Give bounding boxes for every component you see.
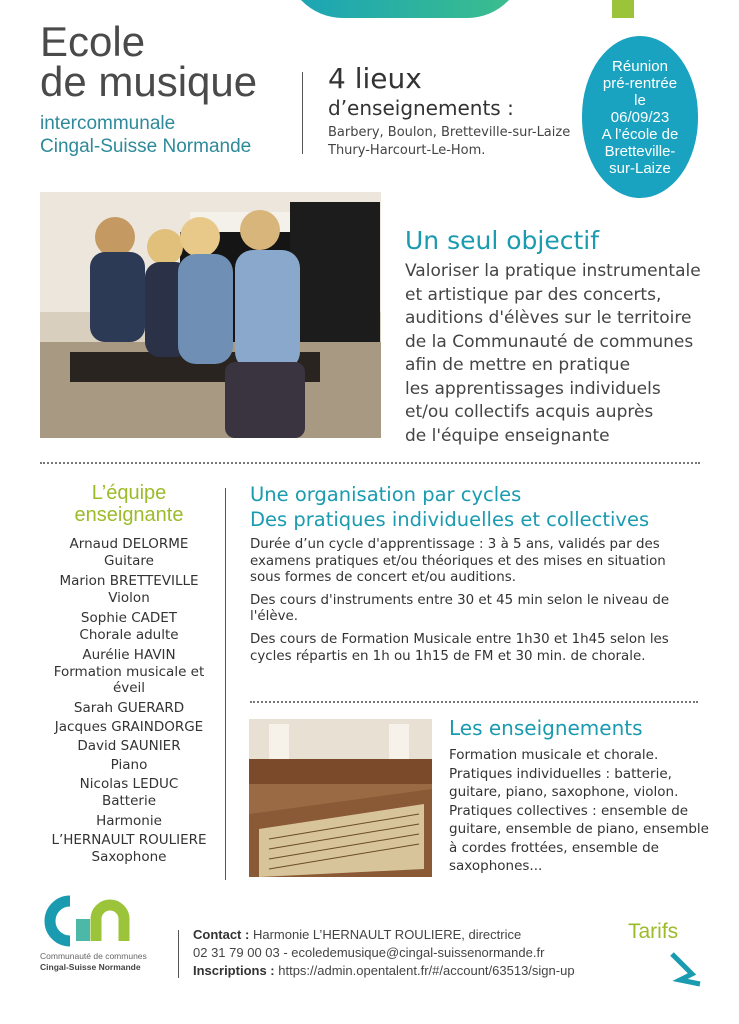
inscriptions-link[interactable]: https://admin.opentalent.fr/#/account/63513/sign-up: [274, 963, 575, 978]
logo-caption-line2: Cingal-Suisse Normande: [40, 962, 141, 972]
badge-line: le: [634, 91, 646, 109]
school-subtitle-line1: intercommunale: [40, 113, 176, 134]
enseignements-text: Formation musicale et chorale. Pratiques individuelles : batterie, guitare, piano, saxophone, violon. Pratiques collectives : ensemble de guitare, ensemble de piano, ensemble à cordes frottées, ensemble de saxophones...: [449, 747, 709, 874]
badge-line: A l’école de: [601, 125, 679, 143]
teacher-name: Nicolas LEDUC: [79, 776, 179, 792]
equipe-title-line2: enseignante: [74, 504, 184, 526]
objectif-line: de la Communauté de communes: [405, 331, 694, 352]
section-separator: [40, 462, 700, 464]
objectif-line: auditions d'élèves sur le territoire: [405, 308, 692, 328]
tarifs-link[interactable]: Tarifs: [628, 920, 679, 943]
organisation-paragraph: Des cours de Formation Musicale entre 1h30 et 1h45 selon les cycles répartis en 1h ou 1h15 de FM et 30 min. de chorale.: [250, 631, 669, 664]
teacher-role: Chorale adulte: [79, 627, 179, 643]
contact-label: Contact :: [193, 927, 250, 942]
phone-email[interactable]: 02 31 79 00 03 - ecoledemusique@cingal-suissenormande.fr: [193, 945, 545, 960]
equipe-title: [40, 482, 218, 526]
objectif-line: Valoriser la pratique instrumentale: [405, 261, 701, 281]
organisation-title-line2: Des pratiques individuelles et collectives: [250, 508, 650, 531]
badge-line: sur-Laize: [609, 159, 671, 177]
teacher-name: Sophie CADET: [80, 610, 178, 626]
top-decoration-square: [612, 0, 634, 18]
header-divider: [302, 72, 303, 154]
equipe-title-line1: L’équipe: [91, 482, 167, 504]
teacher-name: David SAUNIER: [77, 738, 181, 754]
badge-line: Bretteville-: [604, 142, 676, 160]
objectif-title: Un seul objectif: [405, 226, 600, 255]
objectif-line: de l'équipe enseignante: [405, 425, 610, 446]
equipe-divider: [225, 488, 226, 880]
logo-caption-line1: Communauté de communes: [40, 951, 147, 961]
organisation-title: [250, 482, 649, 532]
teacher-role: Batterie: [101, 793, 157, 809]
teacher-role: Guitare: [104, 553, 154, 569]
equipe-list: [40, 536, 218, 869]
teacher-name: Jacques GRAINDORGE: [54, 719, 204, 735]
lieux-places: [328, 124, 570, 160]
teacher-name: Piano: [110, 757, 148, 773]
school-title-line2: de musique: [40, 58, 258, 105]
school-title: [40, 18, 258, 105]
badge-line: pré-rentrée: [602, 74, 678, 92]
enseignements-title: Les enseignements: [449, 716, 643, 740]
badge-line: Réunion: [612, 57, 668, 75]
church-photo: [249, 719, 432, 877]
lieux-title-line2: d’enseignements :: [328, 96, 514, 120]
objectif-line: afin de mettre en pratique: [405, 355, 631, 375]
logo-caption: [40, 951, 180, 973]
objectif-text: [405, 260, 715, 448]
teacher-name: Arnaud DELORME: [69, 536, 189, 552]
school-subtitle: [40, 112, 251, 158]
teacher-name: L’HERNAULT ROULIERE: [51, 832, 207, 848]
csn-logo-text: CSN: [40, 947, 43, 948]
piano-photo: [40, 192, 381, 438]
organisation-paragraph: Des cours d'instruments entre 30 et 45 min selon le niveau de l'élève.: [250, 592, 670, 625]
teacher-name: Harmonie: [96, 813, 162, 829]
teacher-role: Formation musicale et éveil: [53, 664, 205, 696]
objectif-line: les apprentissages individuels: [405, 378, 661, 399]
organisation-title-line1: Une organisation par cycles: [250, 483, 522, 506]
reunion-badge: [582, 36, 698, 198]
objectif-line: et artistique par des concerts,: [405, 284, 662, 305]
teacher-name: Sarah GUERARD: [73, 700, 185, 716]
badge-line: 06/09/23: [610, 108, 670, 126]
csn-logo: [40, 895, 180, 951]
organisation-text: [250, 537, 700, 671]
contact-value: Harmonie L’HERNAULT ROULIERE, directrice: [249, 927, 522, 942]
section-separator: [250, 701, 698, 703]
lieux-title: [328, 64, 514, 122]
inscriptions-label: Inscriptions :: [193, 963, 275, 978]
teacher-role: Violon: [108, 590, 150, 606]
objectif-line: et/ou collectifs acquis auprès: [405, 402, 654, 422]
places-line1: Barbery, Boulon, Bretteville-sur-Laize: [328, 125, 571, 140]
teacher-name: Aurélie HAVIN: [82, 647, 176, 663]
arrow-down-right-icon[interactable]: [666, 944, 706, 992]
footer-divider: [178, 930, 179, 978]
teacher-role: Saxophone: [91, 849, 167, 865]
top-decoration-arc: [285, 0, 525, 18]
places-line2: Thury-Harcourt-Le-Hom.: [328, 143, 486, 158]
teacher-name: Marion BRETTEVILLE: [59, 573, 199, 589]
contact-block: [193, 926, 575, 980]
school-title-line1: Ecole: [40, 18, 146, 65]
organisation-paragraph: Durée d’un cycle d'apprentissage : 3 à 5 ans, validés par des examens pratiques et/ou théoriques et des mises en situation sous formes de concert et/ou auditions.: [250, 537, 666, 586]
lieux-title-line1: 4 lieux: [328, 62, 422, 95]
school-subtitle-line2: Cingal-Suisse Normande: [40, 136, 252, 157]
reunion-badge-text: [590, 58, 690, 177]
